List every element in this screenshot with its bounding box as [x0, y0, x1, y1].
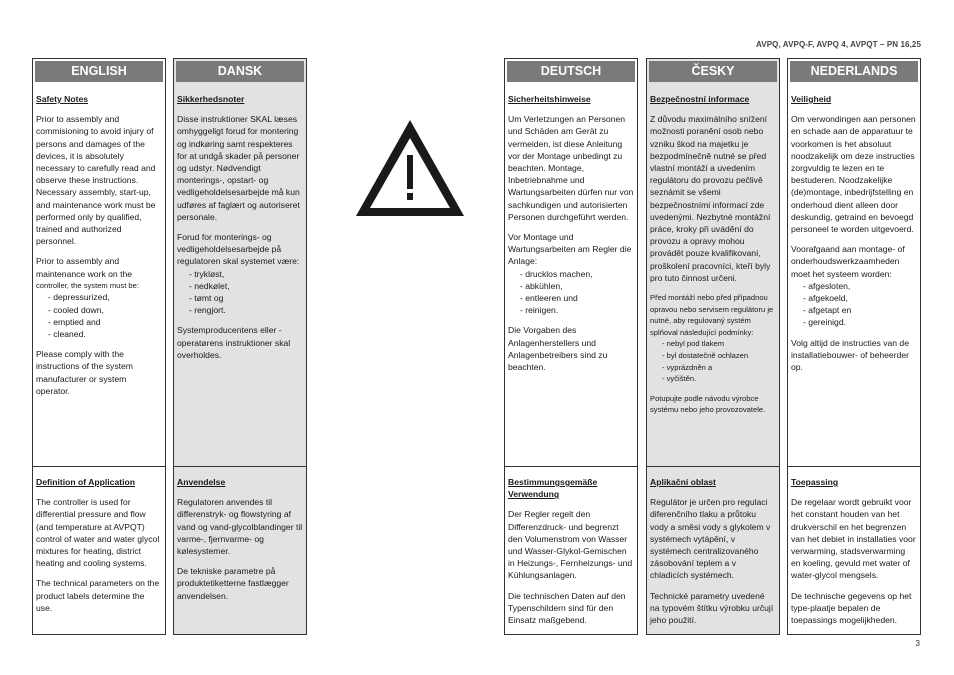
- application-section: [650, 476, 776, 634]
- paragraph-line: controller, the system must be:: [36, 280, 139, 290]
- list-item: - cooled down,: [48, 304, 104, 315]
- list-item: - trykløst,: [189, 268, 225, 279]
- paragraph: Prior to assembly and commisioning to avoid injury of persons and damages of the devices, it is absolutely necessary to carefully read and observe these instructions.: [36, 114, 156, 186]
- paragraph: The controller is used for differential pressure and flow (and temperature at AVPQT) control of water and water glycol mixtures for heating, district heating and cooling systems.: [36, 497, 160, 569]
- section-heading: Anvendelse: [177, 477, 226, 487]
- section-heading: Aplikační oblast: [650, 477, 716, 487]
- safety-section: [177, 93, 303, 369]
- safety-section: [508, 93, 634, 381]
- paragraph: Technické parametry uvedené na typovém štítku výrobku určují jeho použití.: [650, 590, 774, 626]
- section-divider: [647, 466, 779, 467]
- paragraph: Z důvodu maximálního snížení možnosti poranění osob nebo vzniku škod na majetku je bezpodmínečně nutné se před vlastní montáží a uvedením regulátoru do provozu pečlivě seznámit se všemi bezpečnostními informací zde uvedenými. Nezbytné montážní práce, kroky při uvádění do provozu a opravy mohou provádět pouze kvalifikovaní, proškolení pracovníci, kteří byly pro tuto činnost určeni.: [650, 114, 771, 283]
- section-heading: Bezpečnostní informace: [650, 94, 750, 104]
- list-item: - abkühlen,: [520, 280, 563, 291]
- column-title: ČESKY: [649, 61, 777, 82]
- list-item: - depressurized,: [48, 292, 110, 303]
- paragraph: Disse instruktioner SKAL læses omhyggeligt forud for montering og indkøring samt respekteres for at undgå skader på personer og udstyr. Nødvendigt monterings-, opstart- og vedligeholdelsesarbejde må kun udføres af faglært og autoriseret personale.: [177, 114, 300, 222]
- section-divider: [505, 466, 637, 467]
- paragraph: Der Regler regelt den Differenzdruck- und begrenzt den Volumenstrom von Wasser und Wasser-Glykol-Gemischen in Heizungs-, Fernheizungs- und Kühlungsanlagen.: [508, 509, 633, 581]
- paragraph: Um Verletzungen an Personen und Schäden am Gerät zu vermeiden, ist diese Anleitung vor der Montage unbedingt zu beachten. Montage, Inbetriebnahme und Wartungsarbeiten dürfen nur von sachkundigen und autorisierten Personen durchgeführt werden.: [508, 114, 634, 222]
- column-dansk: [173, 58, 307, 635]
- paragraph: Die Vorgaben des Anlagenherstellers und Anlagenbetreibers sind zu beachten.: [508, 325, 608, 373]
- paragraph: Systemproducentens eller -operatørens instruktioner skal overholdes.: [177, 325, 291, 360]
- column-title: ENGLISH: [35, 61, 163, 82]
- list-item: - afgekoeld,: [803, 293, 848, 304]
- paragraph: Necessary assembly, start-up, and maintenance work must be performed only by qualified, trained and authorized personnel.: [36, 187, 156, 247]
- column-deutsch: [504, 58, 638, 635]
- paragraph: Voorafgaand aan montage- of onderhoudswerkzaamheden moet het systeem worden:: [791, 244, 905, 279]
- list-item: - drucklos machen,: [520, 268, 593, 279]
- section-heading: Safety Notes: [36, 94, 89, 104]
- paragraph: Regulátor je určen pro regulaci diferenčního tlaku a průtoku vody a směsi vody s glykolem v systémech vytápění, v systémech centralizovaného zásobování teplem a v chladicích systémech.: [650, 497, 771, 581]
- section-heading: Sikkerhedsnoter: [177, 94, 245, 104]
- warning-triangle-icon: [354, 118, 466, 218]
- paragraph: De tekniske parametre på produktetiketterne fastlægger anvendelsen.: [177, 566, 289, 601]
- section-heading: Veiligheid: [791, 94, 832, 104]
- safety-section: [650, 93, 776, 424]
- column-title: DANSK: [176, 61, 304, 82]
- paragraph: De regelaar wordt gebruikt voor het constant houden van het drukverschil en het begrenzen van het debiet in installaties voor verwarming, stadsverwarming en koeling, gevuld met water of water-glycol mengsels.: [791, 497, 916, 581]
- paragraph: Please comply with the instructions of the system manufacturer or system operator.: [36, 349, 133, 396]
- paragraph-line: Prior to assembly and maintenance work on the: [36, 256, 133, 279]
- list-item: - rengjort.: [189, 305, 226, 316]
- application-section: [177, 476, 303, 610]
- requirements-list: [650, 338, 776, 384]
- paragraph: Volg altijd de instructies van de installatiebouwer- of beheerder op.: [791, 337, 909, 373]
- paragraph: Forud for monterings- og vedligeholdelsesarbejde på regulatoren skal systemet være:: [177, 232, 300, 267]
- section-divider: [788, 466, 920, 467]
- application-section: [508, 476, 634, 634]
- requirements-list: [791, 280, 917, 329]
- paragraph: Potupujte podle návodu výrobce systému nebo jeho provozovatele.: [650, 393, 766, 415]
- section-divider: [33, 466, 165, 467]
- list-item: - gereinigd.: [803, 317, 846, 328]
- paragraph: De technische gegevens op het type-plaatje bepalen de toepassings mogelijkheden.: [791, 590, 912, 626]
- page-number: 3: [915, 639, 920, 648]
- list-item: - cleaned.: [48, 329, 86, 340]
- column-title: NEDERLANDS: [790, 61, 918, 82]
- list-item: - vyčištěn.: [662, 374, 697, 384]
- list-item: - nedkølet,: [189, 280, 230, 291]
- section-heading: Definition of Application: [36, 477, 135, 487]
- paragraph: Před montáží nebo před případnou opravou nebo servisem regulátoru je nutné, aby regulovaný systém splňoval následující podmínky:: [650, 293, 774, 337]
- section-heading: Toepassing: [791, 477, 839, 487]
- requirements-list: [36, 291, 162, 340]
- column-english: [32, 58, 166, 635]
- list-item: - vyprázdněn a: [662, 362, 713, 372]
- product-reference: AVPQ, AVPQ-F, AVPQ 4, AVPQT – PN 16,25: [755, 40, 921, 49]
- list-item: - afgesloten,: [803, 280, 851, 291]
- paragraph: The technical parameters on the product labels determine the use.: [36, 578, 160, 613]
- list-item: - nebyl pod tlakem: [662, 339, 725, 349]
- paragraph: Regulatoren anvendes til differenstryk- og flowstyring af vand og vand-glycolblandinger til varme-, fjernvarme- og kølesystemer.: [177, 497, 303, 557]
- column-title: DEUTSCH: [507, 61, 635, 82]
- list-item: - emptied and: [48, 316, 101, 327]
- list-item: - afgetapt en: [803, 305, 852, 316]
- list-item: - entleeren und: [520, 293, 578, 304]
- safety-section: [791, 93, 917, 381]
- paragraph: Vor Montage und Wartungsarbeiten am Regler die Anlage:: [508, 232, 632, 267]
- section-divider: [174, 466, 306, 467]
- list-item: - byl dostatečně ochlazen: [662, 351, 749, 361]
- list-item: - tømt og: [189, 293, 224, 304]
- application-section: [791, 476, 917, 634]
- application-section: [36, 476, 162, 622]
- requirements-list: [508, 268, 634, 317]
- paragraph: [36, 255, 162, 291]
- section-heading: Bestimmungsgemäße Verwendung: [508, 477, 598, 500]
- safety-section: [36, 93, 162, 405]
- paragraph: Om verwondingen aan personen en schade aan de apparatuur te voorkomen is het absoluut noodzakelijk om deze instructies zorgvuldig te lezen en te bestuderen. Noodzakelijke (de)montage, inbedrijfstelling en onderhoud dient alleen door deskundig, getraind en bevoegd personeel te worden uitgevoerd.: [791, 114, 916, 235]
- column-nederlands: [787, 58, 921, 635]
- column-cesky: [646, 58, 780, 635]
- section-heading: Sicherheitshinweise: [508, 94, 591, 104]
- list-item: - reinigen.: [520, 305, 559, 316]
- paragraph: Die technischen Daten auf den Typenschildern sind für den Einsatz maßgebend.: [508, 590, 626, 626]
- requirements-list: [177, 268, 303, 317]
